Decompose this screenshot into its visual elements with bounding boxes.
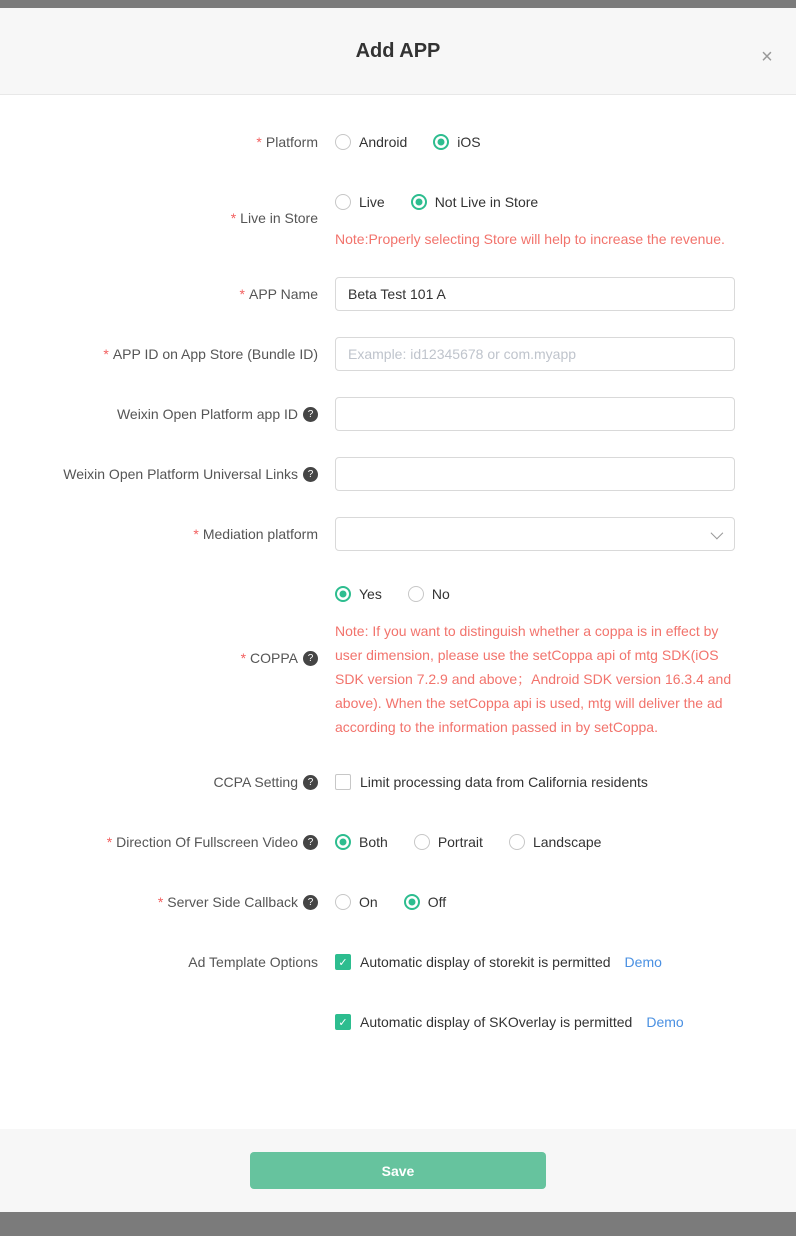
- storekit-control: [318, 945, 796, 979]
- radio-circle-ios: [433, 134, 449, 150]
- coppa-note: Note: If you want to distinguish whether a coppa is in effect by user dimension, please use the setCoppa api of mtg SDK(iOS SDK version 7.2.9 and above；Android SDK version 16.3.4 and above). When the setCoppa api is used, mtg will deliver the ad according to the information passed in by setCoppa.: [335, 623, 732, 735]
- radio-portrait-label: Portrait: [437, 834, 483, 850]
- server-side-callback-control: [318, 885, 796, 919]
- radio-circle-live: [335, 194, 351, 210]
- skoverlay-checkbox-label: Automatic display of SKOverlay is permitted: [360, 1014, 633, 1030]
- radio-live[interactable]: [335, 194, 385, 210]
- ccpa-checkbox-label: Limit processing data from California residents: [360, 774, 648, 790]
- ccpa-checkbox-wrap[interactable]: [335, 774, 648, 790]
- save-button[interactable]: Save: [250, 1152, 546, 1189]
- radio-not-live[interactable]: [411, 194, 539, 210]
- radio-ios[interactable]: [433, 134, 480, 150]
- app-id-label-text: APP ID on App Store (Bundle ID): [112, 346, 318, 362]
- radio-circle-coppa-yes: [335, 586, 351, 602]
- help-icon[interactable]: ?: [303, 775, 318, 790]
- direction-control: [318, 825, 796, 859]
- radio-callback-off[interactable]: [404, 894, 446, 910]
- field-row-app-name: [0, 277, 796, 311]
- field-row-mediation-platform: [0, 517, 796, 551]
- radio-circle-not-live: [411, 194, 427, 210]
- live-in-store-label: [0, 185, 318, 251]
- live-in-store-control: [318, 185, 796, 251]
- radio-android[interactable]: [335, 134, 407, 150]
- radio-coppa-yes-label: Yes: [359, 586, 382, 602]
- radio-direction-portrait[interactable]: [414, 834, 483, 850]
- field-row-ccpa: [0, 765, 796, 799]
- server-side-callback-label: [0, 885, 318, 919]
- required-marker: *: [193, 526, 199, 542]
- chevron-down-icon: [711, 527, 724, 540]
- field-row-direction: [0, 825, 796, 859]
- radio-coppa-yes[interactable]: [335, 586, 382, 602]
- radio-ios-label: iOS: [457, 134, 481, 150]
- modal-header: [0, 8, 796, 95]
- modal-footer: [0, 1129, 796, 1212]
- radio-circle-portrait: [414, 834, 430, 850]
- field-row-ad-template-storekit: [0, 945, 796, 979]
- weixin-universal-links-label-text: Weixin Open Platform Universal Links: [63, 466, 298, 482]
- skoverlay-checkbox[interactable]: ✓: [335, 1014, 351, 1030]
- weixin-universal-links-label: [0, 457, 318, 491]
- app-id-control: [318, 337, 796, 371]
- overlay-strip-top: [0, 0, 796, 8]
- weixin-app-id-label-text: Weixin Open Platform app ID: [116, 406, 298, 422]
- mediation-platform-control: [318, 517, 796, 551]
- field-row-live-in-store: [0, 185, 796, 251]
- weixin-app-id-label: [0, 397, 318, 431]
- required-marker: *: [256, 134, 262, 150]
- weixin-app-id-control: [318, 397, 796, 431]
- app-name-label: [0, 277, 318, 311]
- coppa-control: [318, 577, 796, 739]
- help-icon[interactable]: ?: [303, 895, 318, 910]
- radio-circle-on: [335, 894, 351, 910]
- app-name-input[interactable]: [335, 277, 735, 311]
- required-marker: *: [240, 650, 247, 666]
- ad-template-options-label-text: Ad Template Options: [188, 954, 318, 970]
- help-icon[interactable]: ?: [303, 651, 318, 666]
- radio-on-label: On: [359, 894, 378, 910]
- ccpa-label-text: CCPA Setting: [213, 774, 298, 790]
- live-in-store-note: Note:Properly selecting Store will help to increase the revenue.: [335, 231, 725, 247]
- radio-circle-android: [335, 134, 351, 150]
- radio-circle-off: [404, 894, 420, 910]
- platform-label-text: Platform: [265, 134, 318, 150]
- field-row-coppa: [0, 577, 796, 739]
- overlay-strip-bottom: [0, 1212, 796, 1235]
- close-icon[interactable]: ×: [761, 46, 773, 68]
- help-icon[interactable]: ?: [303, 467, 318, 482]
- coppa-label: [0, 577, 318, 739]
- weixin-app-id-input[interactable]: [335, 397, 735, 431]
- server-side-callback-label-text: Server Side Callback: [167, 894, 298, 910]
- radio-android-label: Android: [359, 134, 408, 150]
- field-row-ad-template-skoverlay: [0, 1005, 796, 1039]
- mediation-platform-select[interactable]: [335, 517, 735, 551]
- app-id-input[interactable]: [335, 337, 735, 371]
- direction-label-text: Direction Of Fullscreen Video: [116, 834, 298, 850]
- required-marker: *: [103, 346, 109, 362]
- app-name-label-text: APP Name: [249, 286, 318, 302]
- radio-coppa-no[interactable]: [408, 586, 450, 602]
- radio-circle-landscape: [509, 834, 525, 850]
- radio-live-label: Live: [359, 194, 385, 210]
- add-app-modal: [0, 8, 796, 1212]
- modal-title: Add APP: [355, 39, 441, 62]
- live-in-store-label-text: Live in Store: [240, 210, 318, 226]
- skoverlay-control: [318, 1005, 796, 1039]
- required-marker: *: [239, 286, 245, 302]
- required-marker: *: [106, 834, 113, 850]
- required-marker: *: [230, 210, 237, 226]
- field-row-app-id: [0, 337, 796, 371]
- help-icon[interactable]: ?: [303, 835, 318, 850]
- skoverlay-checkbox-wrap[interactable]: [335, 1014, 632, 1030]
- radio-off-label: Off: [427, 894, 447, 910]
- field-row-platform: [0, 125, 796, 159]
- radio-circle-coppa-no: [408, 586, 424, 602]
- field-row-server-side-callback: [0, 885, 796, 919]
- field-row-weixin-universal-links: [0, 457, 796, 491]
- radio-direction-both[interactable]: [335, 834, 388, 850]
- skoverlay-demo-link[interactable]: Demo: [646, 1014, 684, 1030]
- mediation-platform-label-text: Mediation platform: [202, 526, 318, 542]
- ccpa-label: [0, 765, 318, 799]
- ad-template-options-label-spacer: [0, 1005, 318, 1039]
- app-id-label: [0, 337, 318, 371]
- radio-coppa-no-label: No: [431, 586, 450, 602]
- coppa-label-text: COPPA: [250, 650, 298, 666]
- app-name-control: [318, 277, 796, 311]
- storekit-checkbox-wrap[interactable]: [335, 954, 611, 970]
- required-marker: *: [157, 894, 164, 910]
- ccpa-control: [318, 765, 796, 799]
- ccpa-checkbox[interactable]: [335, 774, 351, 790]
- storekit-checkbox-label: Automatic display of storekit is permitted: [360, 954, 611, 970]
- weixin-universal-links-input[interactable]: [335, 457, 735, 491]
- weixin-universal-links-control: [318, 457, 796, 491]
- radio-circle-both: [335, 834, 351, 850]
- platform-control: [318, 125, 796, 159]
- radio-direction-landscape[interactable]: [509, 834, 602, 850]
- modal-body: [0, 95, 796, 1129]
- radio-landscape-label: Landscape: [532, 834, 602, 850]
- radio-both-label: Both: [359, 834, 388, 850]
- radio-not-live-label: Not Live in Store: [434, 194, 539, 210]
- radio-callback-on[interactable]: [335, 894, 378, 910]
- direction-label: [0, 825, 318, 859]
- help-icon[interactable]: ?: [303, 407, 318, 422]
- storekit-checkbox[interactable]: ✓: [335, 954, 351, 970]
- mediation-platform-label: [0, 517, 318, 551]
- ad-template-options-label: [0, 945, 318, 979]
- storekit-demo-link[interactable]: Demo: [624, 954, 662, 970]
- field-row-weixin-app-id: [0, 397, 796, 431]
- platform-label: [0, 125, 318, 159]
